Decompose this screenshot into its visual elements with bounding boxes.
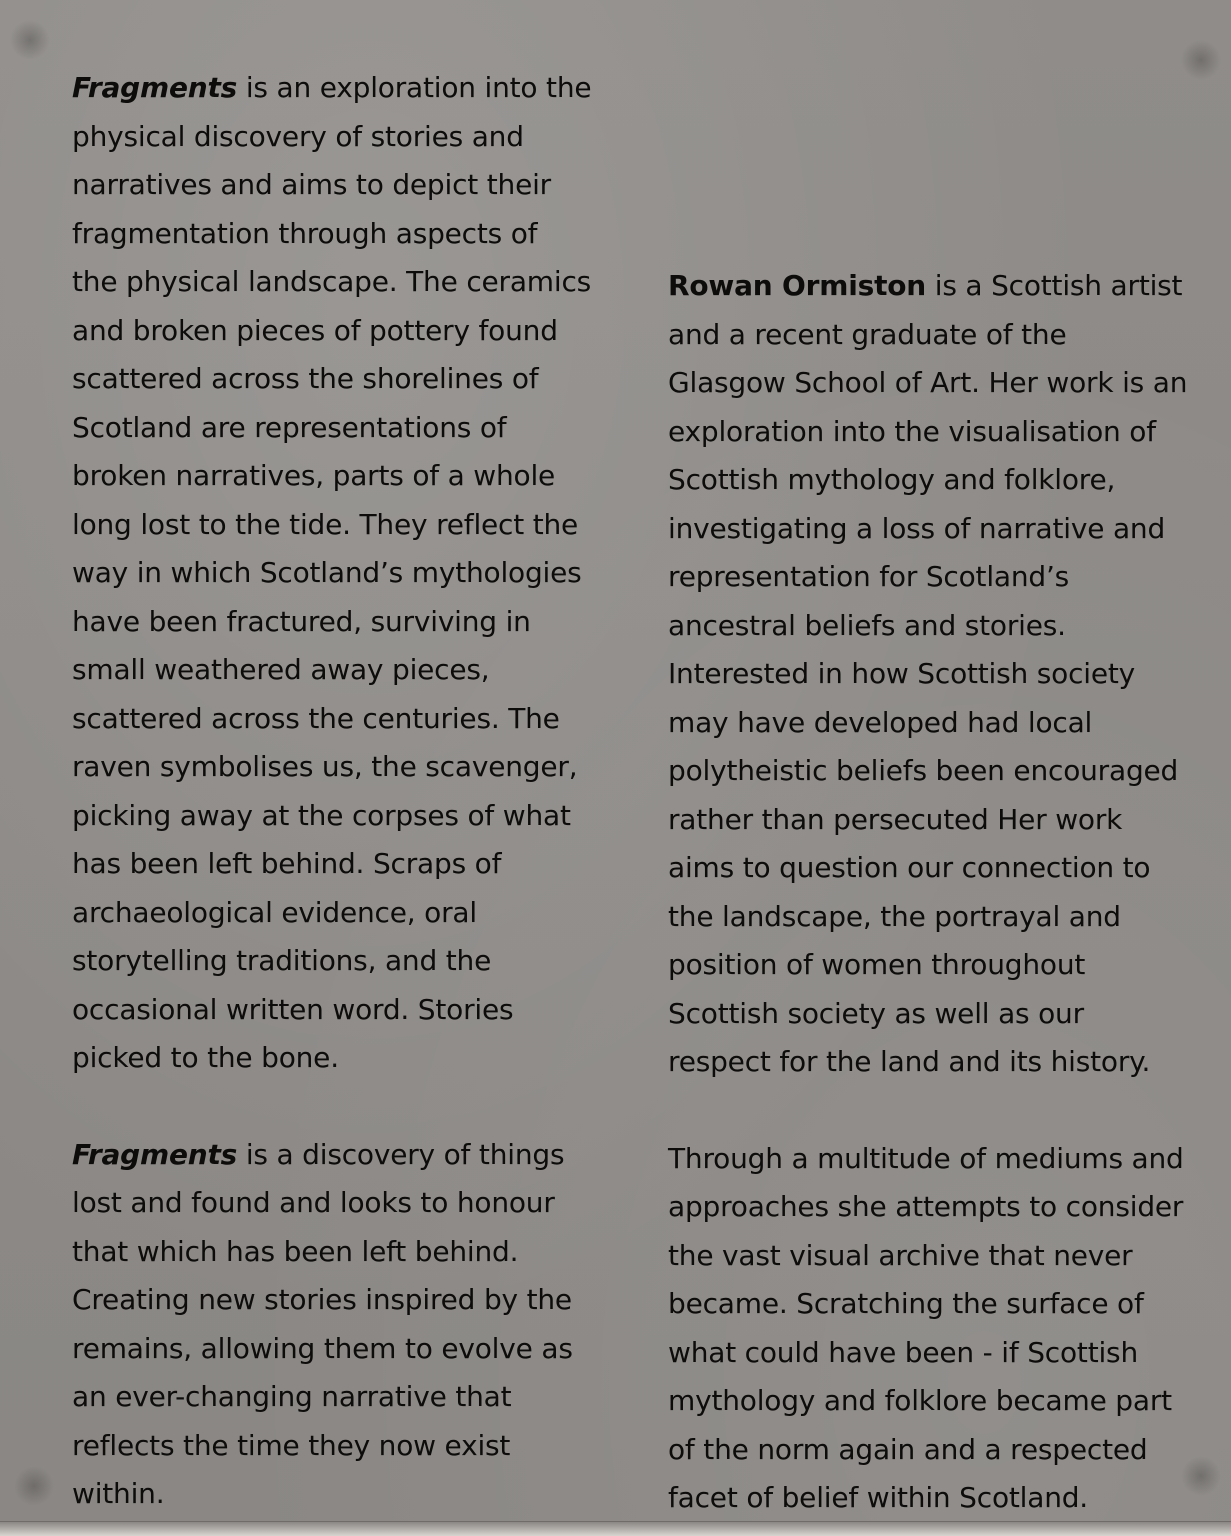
text-line: position of women throughout [668,948,1086,981]
text-line: picking away at the corpses of what [72,798,571,832]
text-line: of the norm again and a respected [668,1432,1148,1466]
fragments-paragraph-1 [72,64,612,1083]
text-line: mythology and folklore became part [668,1384,1172,1417]
text-line: scattered across the centuries. The [72,701,560,735]
text-line: an ever-changing narrative that [72,1380,512,1413]
text-line: Fragments is a discovery of things [72,1137,565,1171]
text-line: may have developed had local [668,705,1093,739]
paragraph-gap [668,1087,1213,1135]
text-line: ancestral beliefs and stories. [668,608,1066,642]
text-line: Interested in how Scottish society [668,657,1136,690]
text-line: aims to question our connection to [668,851,1151,884]
pin-mark [10,20,50,60]
text-line: approaches she attempts to consider [668,1190,1184,1223]
text-line: and broken pieces of pottery found [72,313,558,347]
left-text-column [72,64,612,1519]
text-line: Through a multitude of mediums and [668,1141,1184,1175]
fragments-paragraph-2 [72,1131,612,1519]
text-line: Scotland are representations of [72,410,507,444]
text-line: became. Scratching the surface of [668,1287,1144,1320]
text-line: reflects the time they now exist [72,1428,511,1462]
work-title: Fragments [72,1137,238,1171]
text-line: way in which Scotland’s mythologies [72,556,582,589]
text-line: long lost to the tide. They reflect the [72,507,579,541]
pin-mark [1181,40,1221,80]
text-line: the vast visual archive that never [668,1238,1133,1272]
text-line: investigating a loss of narrative and [668,511,1166,545]
text-line: that which has been left behind. [72,1234,519,1268]
text-line: lost and found and looks to honour [72,1186,555,1219]
artist-bio-paragraph [668,262,1213,1087]
text-line: and a recent graduate of the [668,317,1067,351]
text-line: what could have been - if Scottish [668,1335,1138,1369]
text-line: have been fractured, surviving in [72,604,531,638]
right-text-column [668,262,1213,1523]
text-line: the physical landscape. The ceramics [72,265,592,298]
artist-name: Rowan Ormiston [668,269,927,302]
text-line: rather than persecuted Her work [668,802,1123,836]
text-line: facet of belief within Scotland. [668,1481,1089,1514]
text-line: broken narratives, parts of a whole [72,459,556,492]
text-line: Rowan Ormiston is a Scottish artist [668,269,1183,302]
pin-mark [14,1466,54,1506]
paragraph-gap [72,1083,612,1131]
text-line: small weathered away pieces, [72,653,490,686]
text-line: scattered across the shorelines of [72,362,539,395]
text-line: archaeological evidence, oral [72,895,477,929]
text-line: remains, allowing them to evolve as [72,1331,573,1365]
text-line: respect for the land and its history. [668,1045,1151,1078]
text-line: raven symbolises us, the scavenger, [72,750,578,783]
text-line: narratives and aims to depict their [72,168,551,201]
text-line: within. [72,1477,165,1510]
text-line: Fragments is an exploration into the [72,71,592,104]
text-line: the landscape, the portrayal and [668,899,1121,933]
text-line: occasional written word. Stories [72,992,514,1026]
text-line: picked to the bone. [72,1041,339,1074]
text-line: Scottish society as well as our [668,996,1084,1030]
text-line: has been left behind. Scraps of [72,847,502,880]
torn-bottom-edge [0,1521,1231,1536]
text-line: physical discovery of stories and [72,119,524,153]
text-line: exploration into the visualisation of [668,414,1156,448]
mediums-paragraph [668,1135,1213,1523]
work-title: Fragments [72,71,238,104]
text-line: representation for Scotland’s [668,560,1070,593]
text-line: Glasgow School of Art. Her work is an [668,366,1188,399]
text-line: fragmentation through aspects of [72,216,538,250]
text-line: Creating new stories inspired by the [72,1283,572,1316]
text-line: storytelling traditions, and the [72,944,492,977]
text-line: Scottish mythology and folklore, [668,463,1116,496]
text-line: polytheistic beliefs been encouraged [668,754,1179,787]
